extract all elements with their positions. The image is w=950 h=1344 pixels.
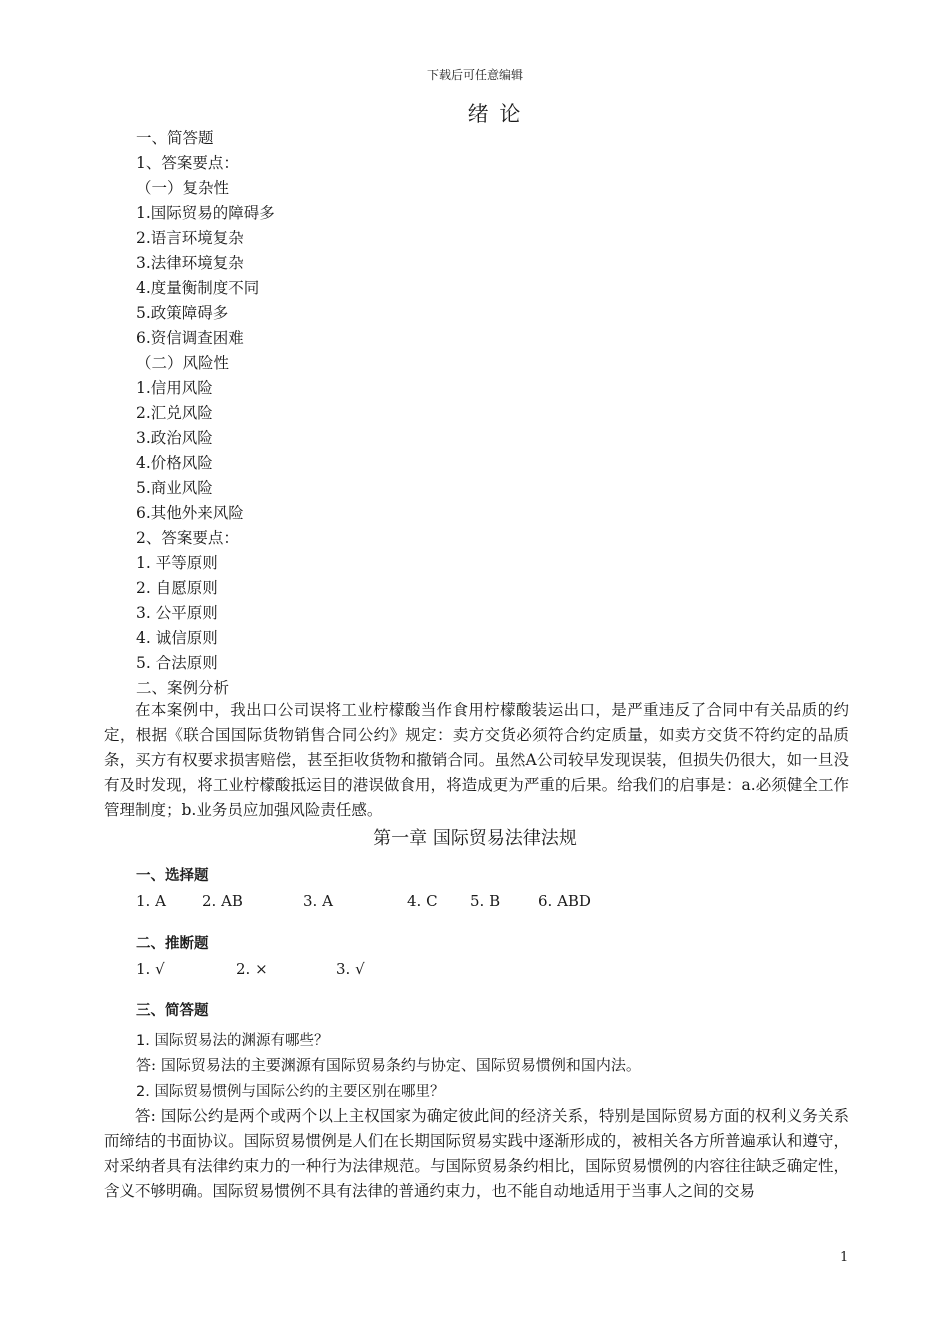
intro-line: 1. 平等原则	[136, 554, 218, 572]
choice-answer: 2. AB	[202, 892, 243, 910]
intro-line: 3.政治风险	[136, 429, 213, 447]
page-header-note: 下载后可任意编辑	[426, 68, 523, 82]
choice-answer: 4. C	[407, 892, 438, 910]
judge-answer: 1. √	[136, 960, 165, 978]
intro-line: 5. 合法原则	[136, 654, 218, 672]
intro-line: 3.法律环境复杂	[136, 254, 244, 272]
intro-line: 二、案例分析	[136, 679, 230, 697]
question-2: 2. 国际贸易惯例与国际公约的主要区别在哪里？	[136, 1084, 445, 1100]
intro-line: 1、答案要点：	[136, 154, 239, 172]
intro-line: （一）复杂性	[136, 179, 230, 197]
intro-line: 5.政策障碍多	[136, 304, 229, 322]
choice-answer: 5. B	[470, 892, 501, 910]
choice-answer: 1. A	[136, 892, 166, 910]
intro-line: 2.汇兑风险	[136, 404, 213, 422]
intro-line: 1.国际贸易的障碍多	[136, 204, 275, 222]
intro-line: 4. 诚信原则	[136, 629, 218, 647]
judge-answer: 2. ×	[236, 960, 268, 978]
choice-answer: 6. ABD	[538, 892, 591, 910]
intro-line: 1.信用风险	[136, 379, 213, 397]
intro-line: （二）风险性	[136, 354, 230, 372]
chapter-title: 第一章 国际贸易法律法规	[373, 828, 577, 849]
intro-line: 6.其他外来风险	[136, 504, 244, 522]
intro-line: 6.资信调查困难	[136, 329, 244, 347]
intro-line: 2. 自愿原则	[136, 579, 218, 597]
intro-line: 4.价格风险	[136, 454, 213, 472]
answer-2: 答: 国际公约是两个或两个以上主权国家为确定彼此间的经济关系，特别是国际贸易方面的权利义务关系而缔结的书面协议。国际贸易惯例是人们在长期国际贸易实践中逐渐形成的，被相关各方所普遍承认和遵守，对采纳者具有法律约束力的一种行为法律规范。与国际贸易条约相比，国际贸易惯例的内容往往缺乏确定性，含义不够明确。国际贸易惯例不具有法律的普通约束力，也不能自动地适用于当事人之间的交易	[104, 1107, 849, 1200]
answer-1: 答: 国际贸易法的主要渊源有国际贸易条约与协定、国际贸易惯例和国内法。	[136, 1056, 641, 1074]
intro-line: 2.语言环境复杂	[136, 229, 244, 247]
intro-line: 2、答案要点：	[136, 529, 239, 547]
judge-answer: 3. √	[336, 960, 365, 978]
intro-line: 4.度量衡制度不同	[136, 279, 260, 297]
case-analysis-paragraph: 在本案例中，我出口公司误将工业柠檬酸当作食用柠檬酸装运出口，是严重违反了合同中有关品质的约定，根据《联合国国际货物销售合同公约》规定：卖方交货必须符合约定质量，如卖方交货不符约定的品质条，买方有权要求损害赔偿，甚至拒收货物和撤销合同。虽然A公司较早发现误装，但损失仍很大，如一旦没有及时发现，将工业柠檬酸抵运目的港误做食用，将造成更为严重的后果。给我们的启事是：a.必须健全工作管理制度；b.业务员应加强风险责任感。	[104, 701, 849, 819]
intro-line: 一、简答题	[136, 129, 214, 147]
choice-answer: 3. A	[303, 892, 333, 910]
section-heading-short-answer: 三、简答题	[136, 1003, 209, 1019]
page-number: 1	[840, 1250, 849, 1265]
section-heading-judge: 二、推断题	[136, 936, 209, 952]
intro-line: 5.商业风险	[136, 479, 213, 497]
section-heading-choice: 一、选择题	[136, 868, 209, 884]
question-1: 1. 国际贸易法的渊源有哪些？	[136, 1033, 329, 1049]
intro-line: 3. 公平原则	[136, 604, 218, 622]
intro-title: 绪 论	[467, 102, 523, 126]
